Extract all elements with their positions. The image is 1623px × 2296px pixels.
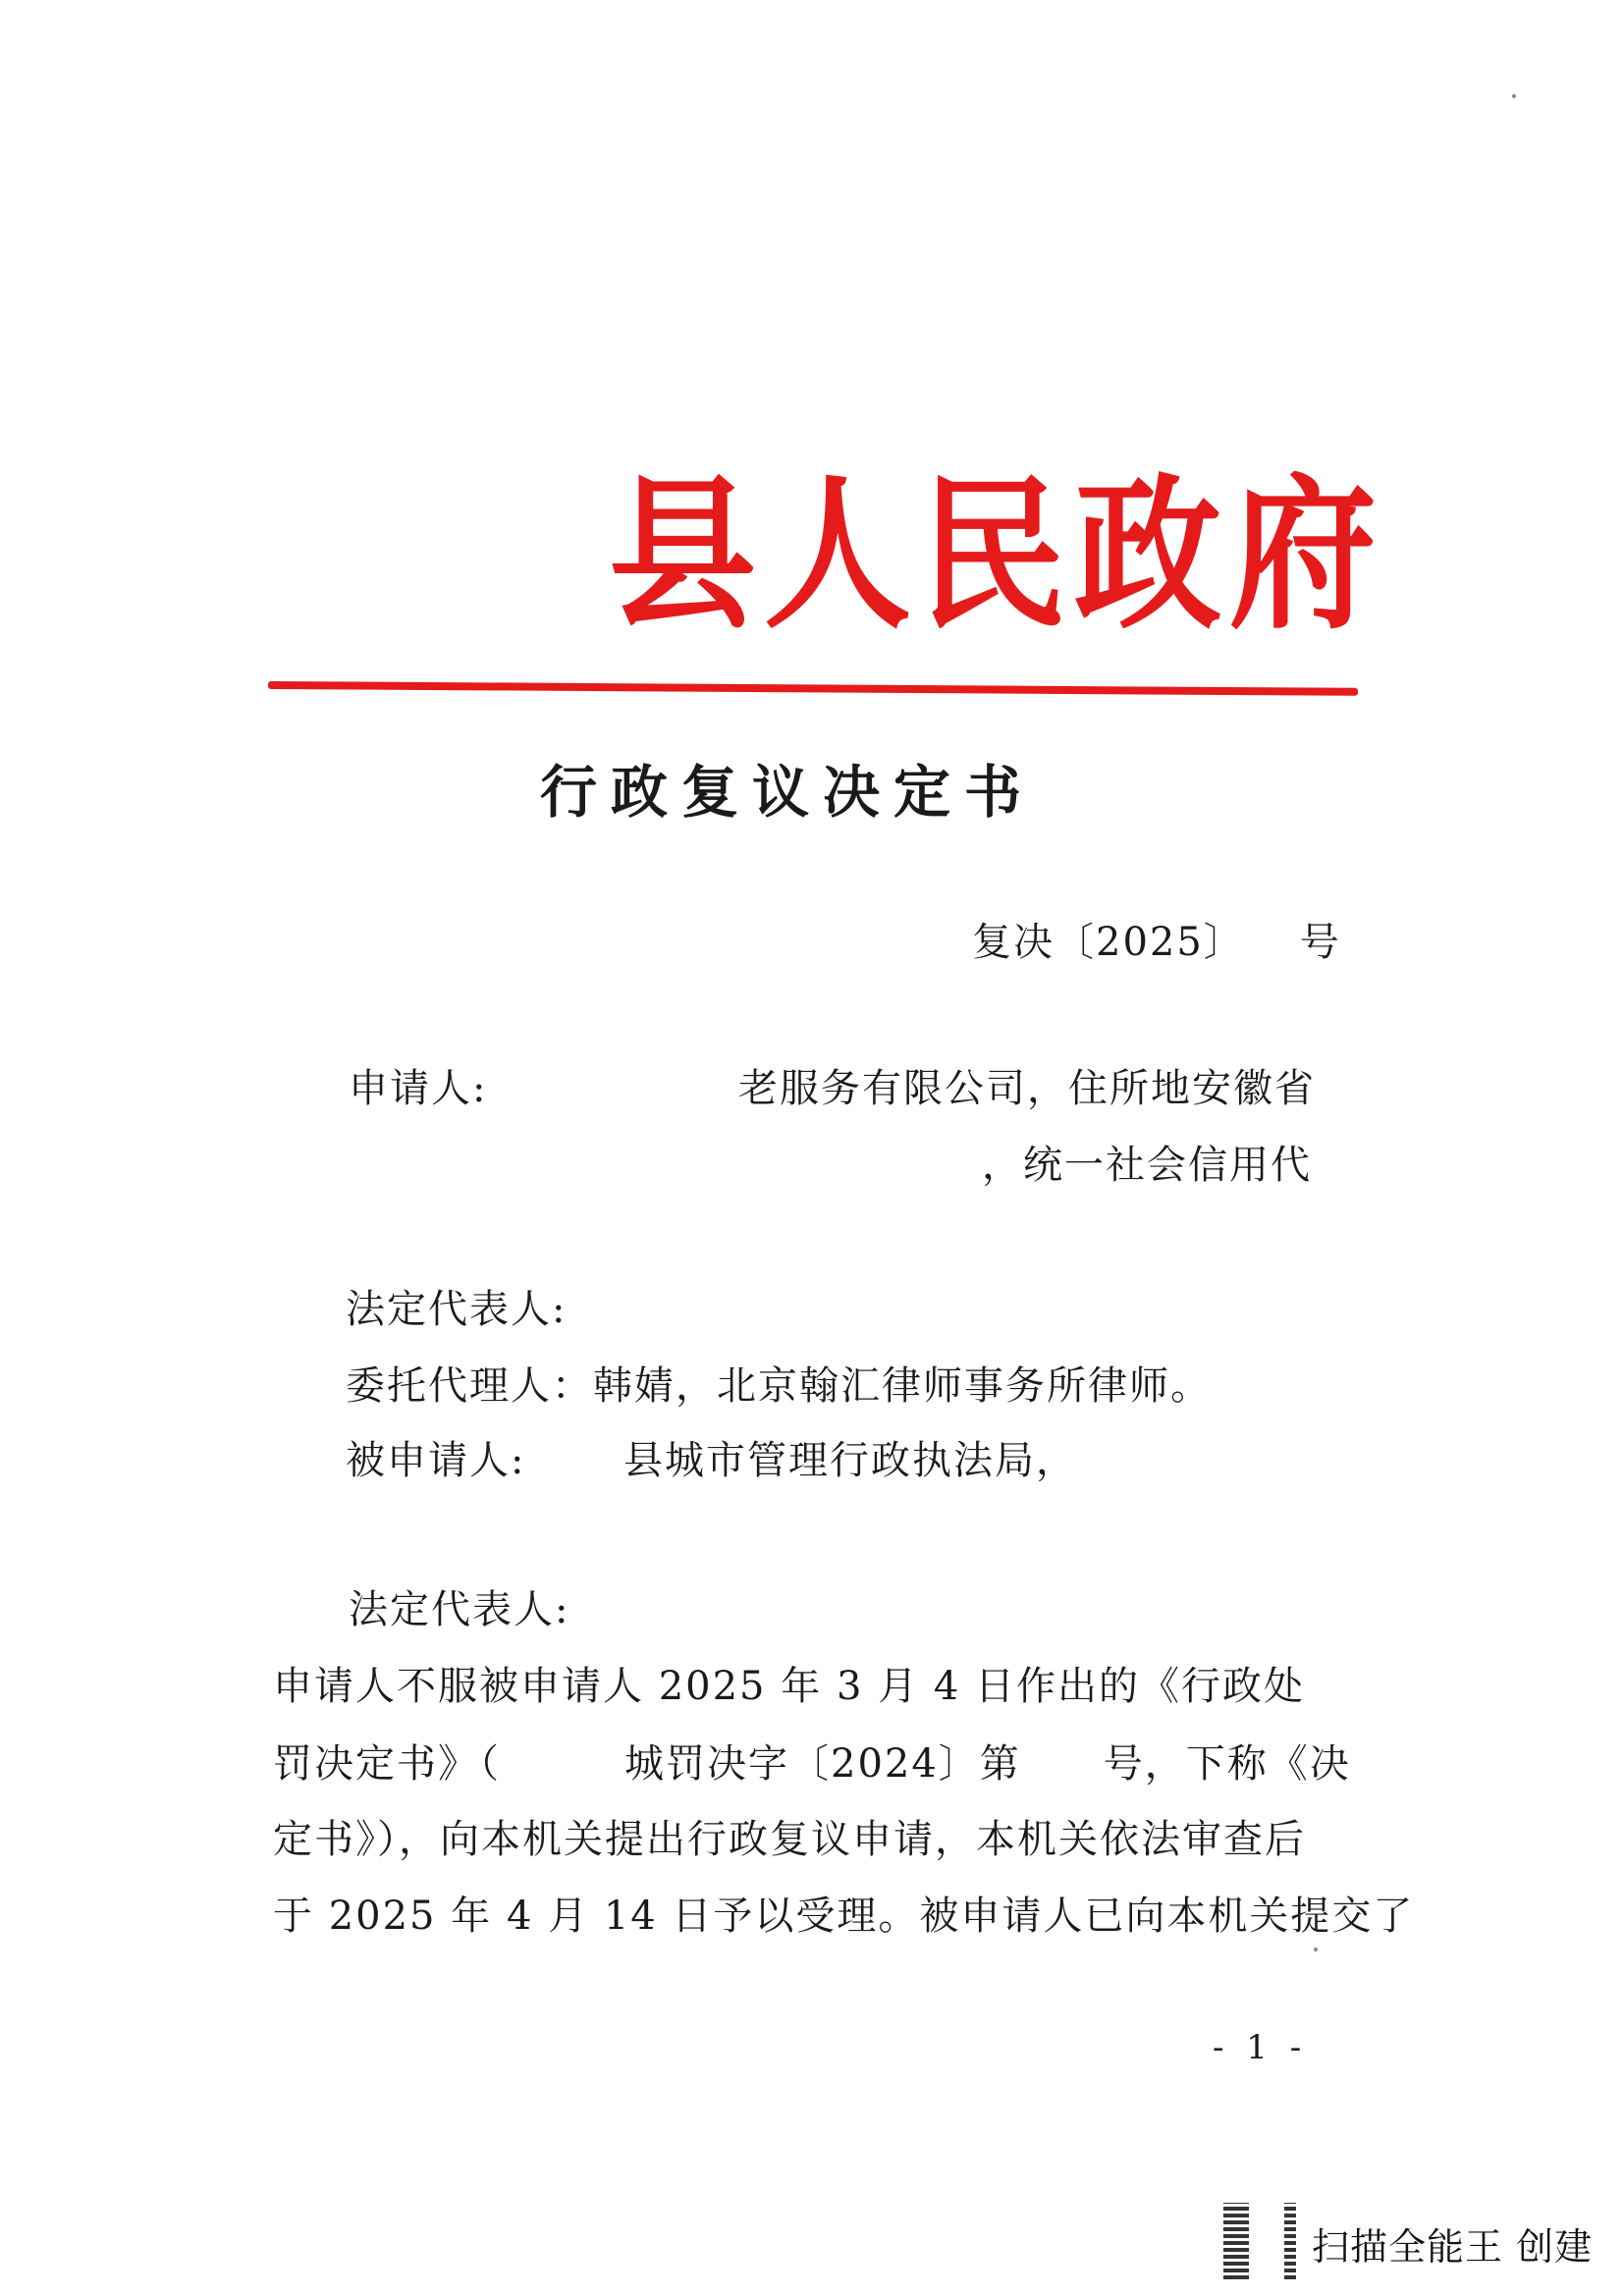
- respondent-label: 被申请人:: [346, 1438, 526, 1483]
- applicant-legal-representative-label: 法定代表人:: [346, 1287, 568, 1332]
- applicant-description-line-2: ，统一社会信用代: [982, 1143, 1312, 1188]
- respondent-legal-representative-label: 法定代表人:: [349, 1587, 570, 1632]
- scan-speck: [1314, 1948, 1318, 1951]
- body-paragraph-line: 申请人不服被申请人 2025 年 3 月 4 日作出的《行政处: [273, 1664, 1305, 1709]
- document-number-suffix: 号: [1299, 920, 1341, 965]
- body-paragraph-line: 于 2025 年 4 月 14 日予以受理。被申请人已向本机关提交了: [273, 1894, 1415, 1939]
- qr-code-strip-icon: [1284, 2203, 1296, 2279]
- respondent-name: 县城市管理行政执法局，: [623, 1438, 1077, 1483]
- qr-code-icon: [1223, 2203, 1249, 2279]
- applicant-description-line-1: 老服务有限公司，住所地安徽省: [738, 1066, 1316, 1111]
- scanner-watermark: 扫描全能王 创建: [1312, 2225, 1594, 2269]
- body-paragraph-line: 罚决定书》（ 城罚决字〔2024〕第 号，下称《决: [273, 1741, 1351, 1787]
- authorized-agent-line: 委托代理人：韩婧，北京翰汇律师事务所律师。: [346, 1363, 1212, 1409]
- body-paragraph-line: 定书》），向本机关提出行政复议申请，本机关依法审查后: [273, 1817, 1306, 1862]
- applicant-label: 申请人:: [349, 1066, 488, 1111]
- document-number-prefix: 复决〔2025〕: [972, 920, 1245, 965]
- document-number: [972, 911, 1341, 967]
- red-separator-line: [268, 681, 1358, 696]
- issuer-red-header: 县人民政府: [609, 457, 1385, 653]
- scan-speck: [1512, 94, 1516, 98]
- page-number: - 1 -: [1213, 2028, 1308, 2067]
- document-title: 行政复议决定书: [540, 759, 1036, 826]
